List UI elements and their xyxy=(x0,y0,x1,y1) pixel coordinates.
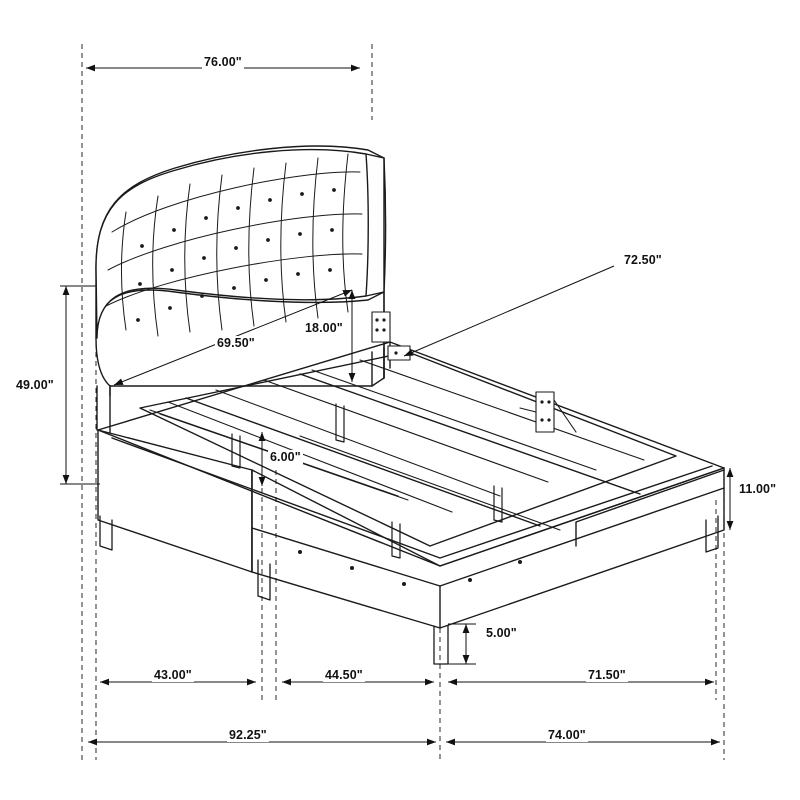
dimension-label-headboard-clearance: 18.00" xyxy=(305,321,343,335)
dimension-label-right-segment: 71.50" xyxy=(588,668,626,682)
dimension-label-overall-right: 74.00" xyxy=(548,728,586,742)
dimension-label-left-segment: 43.00" xyxy=(154,668,192,682)
dimension-label-leg-height: 5.00" xyxy=(486,626,517,640)
dimension-label-bed-length: 72.50" xyxy=(624,253,662,267)
dimension-label-deck-height: 11.00" xyxy=(739,482,777,496)
dimension-label-middle-segment: 44.50" xyxy=(325,668,363,682)
dimension-label-overall-width: 76.00" xyxy=(204,55,242,69)
dimension-label-overall-left: 92.25" xyxy=(229,728,267,742)
dimension-label-overall-height: 49.00" xyxy=(16,378,54,392)
dimension-label-headboard-panel-width: 69.50" xyxy=(217,336,255,350)
dimension-label-slat-clearance: 6.00" xyxy=(270,450,301,464)
